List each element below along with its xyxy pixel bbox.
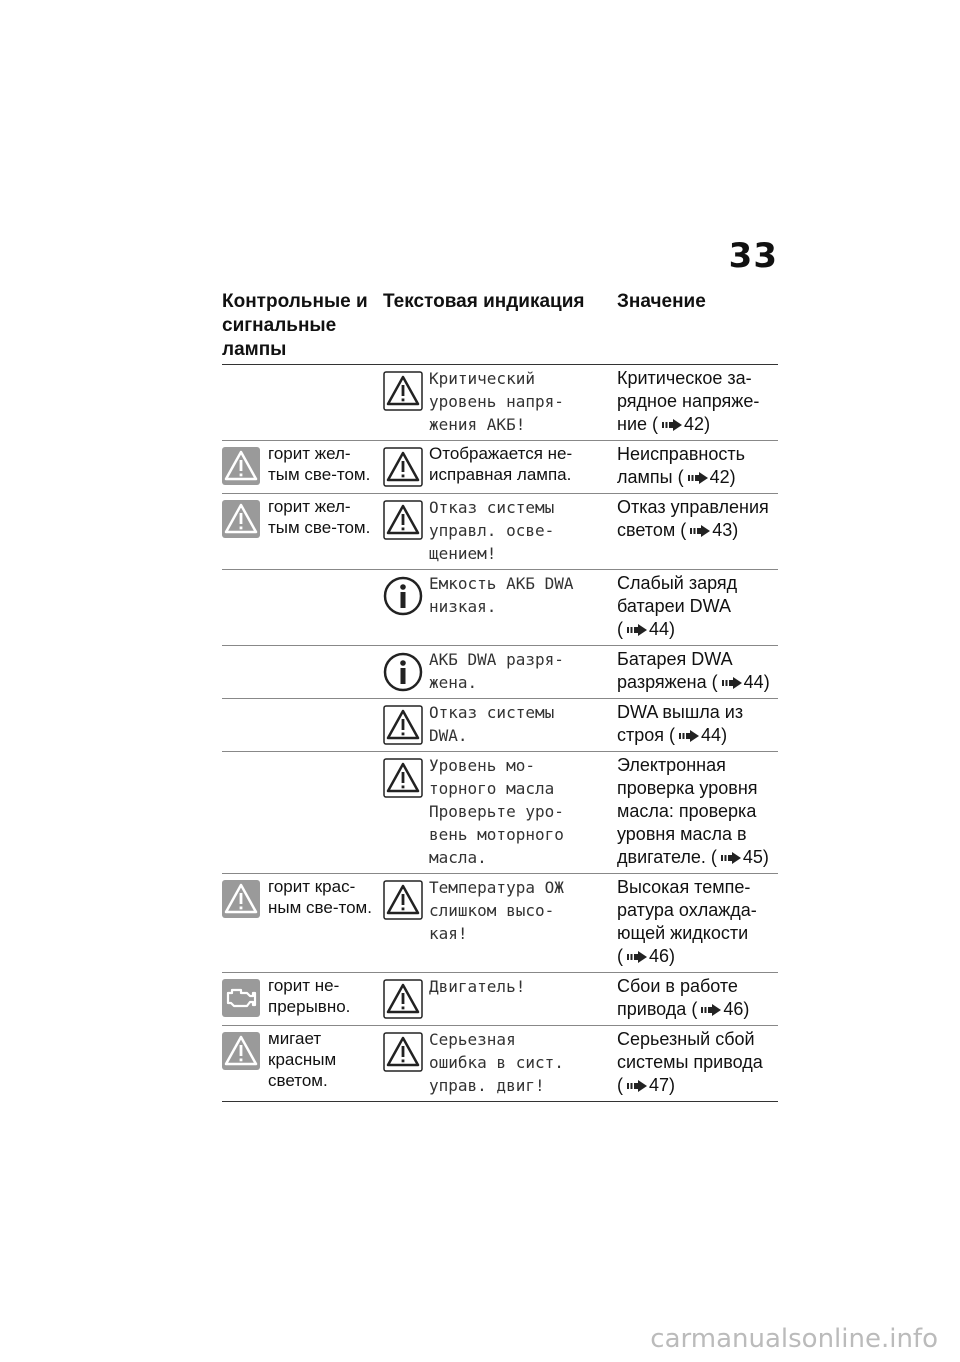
- arrow-right-icon: [627, 624, 647, 636]
- table-row: [222, 365, 778, 441]
- footer-watermark: carmanualsonline.info: [650, 1324, 938, 1354]
- display-cell: [383, 443, 617, 489]
- arrow-right-icon: [627, 951, 647, 963]
- display-cell: [383, 876, 617, 968]
- lamp-description: горит крас-ным све-том.: [268, 877, 372, 917]
- warning-lamp-yellow-icon: [222, 500, 260, 538]
- meaning-text: Высокая темпе-ратура охлажда-ющей жидкости: [617, 877, 757, 943]
- page-reference-number: 42: [684, 414, 705, 434]
- page-reference-number: 42: [709, 467, 730, 487]
- page-reference[interactable]: ( 47): [617, 1075, 676, 1095]
- page-reference-number: 47: [649, 1075, 670, 1095]
- meaning-text: Отказ управления светом: [617, 497, 769, 540]
- arrow-right-icon: [688, 472, 708, 484]
- lamp-cell: [222, 754, 383, 869]
- lamp-description: горит не-прерывно.: [268, 976, 351, 1016]
- lamp-cell: [222, 975, 383, 1021]
- meaning-cell: [617, 367, 778, 436]
- display-message: Уровень мо- торного масла Проверьте уро- вень моторного масла.: [429, 756, 564, 867]
- meaning-cell: [617, 701, 778, 747]
- display-message: Отказ системы управл. осве- щением!: [429, 498, 555, 563]
- warning-lamp-red-icon: [222, 880, 260, 918]
- display-cell: [383, 701, 617, 747]
- table-row: [222, 1026, 778, 1102]
- page-reference-number: 46: [649, 946, 670, 966]
- warning-triangle-icon: [383, 758, 423, 798]
- meaning-cell: [617, 572, 778, 641]
- table-row: [222, 874, 778, 973]
- table-row: [222, 494, 778, 570]
- table-row: [222, 646, 778, 699]
- meaning-text: DWA вышла из строя: [617, 702, 744, 745]
- page-reference-number: 46: [723, 999, 744, 1019]
- meaning-cell: [617, 975, 778, 1021]
- display-message: Емкость АКБ DWA низкая.: [429, 574, 574, 616]
- lamp-cell: [222, 701, 383, 747]
- table-row: [222, 699, 778, 752]
- arrow-right-icon: [679, 730, 699, 742]
- page-reference[interactable]: ( 42): [652, 414, 711, 434]
- table-row: [222, 752, 778, 874]
- page-reference[interactable]: ( 44): [711, 672, 770, 692]
- display-message: Отказ системы DWA.: [429, 703, 555, 745]
- warning-triangle-icon: [383, 500, 423, 540]
- lamp-cell: [222, 496, 383, 565]
- display-cell: [383, 648, 617, 694]
- meaning-text: Неисправность лампы: [617, 444, 745, 487]
- meaning-cell: [617, 754, 778, 869]
- warning-triangle-icon: [383, 880, 423, 920]
- arrow-right-icon: [722, 677, 742, 689]
- page-reference-number: 44: [743, 672, 764, 692]
- page-reference-number: 43: [712, 520, 733, 540]
- arrow-right-icon: [690, 525, 710, 537]
- warning-triangle-icon: [383, 705, 423, 745]
- page-reference[interactable]: ( 44): [669, 725, 728, 745]
- indicator-table: [222, 364, 778, 1102]
- meaning-text: Электронная проверка уровня масла: проверка уровня масла в двигателе.: [617, 755, 758, 867]
- display-cell: [383, 367, 617, 436]
- page-reference-number: 44: [701, 725, 722, 745]
- lamp-description: мигает красным светом.: [268, 1029, 337, 1090]
- info-icon: [383, 652, 423, 692]
- page-reference[interactable]: ( 46): [691, 999, 750, 1019]
- display-cell: [383, 496, 617, 565]
- display-cell: [383, 754, 617, 869]
- header-meaning: Значение: [617, 291, 706, 312]
- meaning-cell: [617, 648, 778, 694]
- warning-triangle-icon: [383, 371, 423, 411]
- page-reference-number: 44: [649, 619, 670, 639]
- arrow-right-icon: [662, 419, 682, 431]
- arrow-right-icon: [701, 1004, 721, 1016]
- meaning-cell: [617, 496, 778, 565]
- display-cell: [383, 975, 617, 1021]
- header-display-text: Текстовая индикация: [383, 291, 585, 312]
- display-message: АКБ DWA разря- жена.: [429, 650, 564, 692]
- table-row: [222, 441, 778, 494]
- display-message: Температура ОЖ слишком высо- кая!: [429, 878, 564, 943]
- display-message: Критический уровень напря- жения АКБ!: [429, 369, 564, 434]
- header-lamps: Контрольные и сигнальные лампы: [222, 291, 368, 360]
- warning-triangle-icon: [383, 447, 423, 487]
- lamp-cell: [222, 1028, 383, 1097]
- meaning-text: Сбои в работе привода: [617, 976, 738, 1019]
- display-cell: [383, 572, 617, 641]
- warning-triangle-icon: [383, 979, 423, 1019]
- arrow-right-icon: [721, 852, 741, 864]
- warning-lamp-yellow-icon: [222, 447, 260, 485]
- page-number: 33: [728, 236, 778, 276]
- table-row: [222, 570, 778, 646]
- table-row: [222, 973, 778, 1026]
- page-reference[interactable]: ( 42): [677, 467, 736, 487]
- page-reference[interactable]: ( 44): [617, 619, 676, 639]
- meaning-cell: [617, 443, 778, 489]
- lamp-cell: [222, 572, 383, 641]
- lamp-cell: [222, 648, 383, 694]
- meaning-cell: [617, 876, 778, 968]
- info-icon: [383, 576, 423, 616]
- arrow-right-icon: [627, 1080, 647, 1092]
- lamp-cell: [222, 876, 383, 968]
- engine-lamp-icon: [222, 979, 260, 1017]
- lamp-description: горит жел-тым све-том.: [268, 444, 371, 484]
- meaning-text: Серьезный сбой системы привода: [617, 1029, 763, 1072]
- page-reference[interactable]: ( 46): [617, 946, 676, 966]
- warning-lamp-red-icon: [222, 1032, 260, 1070]
- meaning-text: Критическое за-рядное напряже-ние: [617, 368, 760, 434]
- display-cell: [383, 1028, 617, 1097]
- page-reference-number: 45: [742, 847, 763, 867]
- page-reference[interactable]: ( 45): [710, 847, 769, 867]
- lamp-description: горит жел-тым све-том.: [268, 497, 371, 537]
- meaning-text: Слабый заряд батареи DWA: [617, 573, 738, 616]
- meaning-cell: [617, 1028, 778, 1097]
- meaning-text: Батарея DWA разряжена: [617, 649, 732, 692]
- warning-triangle-icon: [383, 1032, 423, 1072]
- lamp-cell: [222, 367, 383, 436]
- display-message: Серьезная ошибка в сист. управ. двиг!: [429, 1030, 564, 1095]
- page-reference[interactable]: ( 43): [680, 520, 739, 540]
- display-message: Отображается не-исправная лампа.: [429, 444, 573, 484]
- lamp-cell: [222, 443, 383, 489]
- display-message: Двигатель!: [429, 977, 526, 996]
